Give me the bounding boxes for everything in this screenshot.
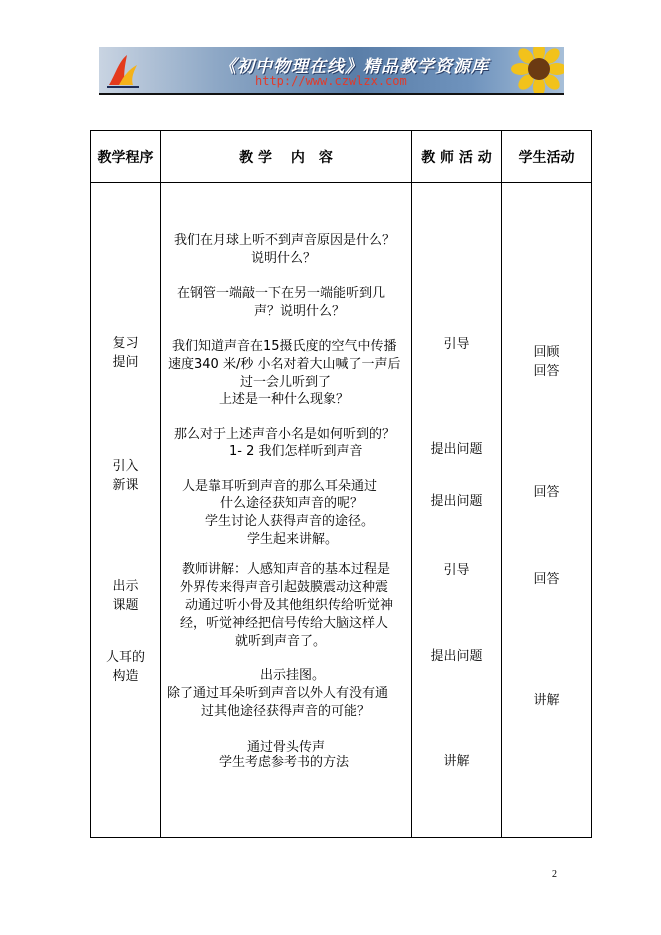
content-line: 上述是一种什么现象？ bbox=[219, 392, 350, 407]
content-line: 外界传来得声音引起鼓膜震动这种震 bbox=[180, 580, 389, 595]
header-teacher-activity: 教 师 活 动 bbox=[421, 149, 492, 166]
header-student-activity: 学生活动 bbox=[518, 149, 575, 166]
content-line: 经，听觉神经把信号传给大脑这样人 bbox=[180, 616, 389, 631]
procedure-review-questions: 复习 提问 bbox=[112, 336, 139, 370]
procedure-show-topic: 出示 课题 bbox=[112, 579, 139, 613]
content-line: 那么对于上述声音小名是如何听到的？ bbox=[174, 427, 396, 442]
content-line: 在钢管一端敲一下在另一端能听到几 bbox=[177, 286, 386, 301]
procedure-introduce-lesson: 引入 新课 bbox=[112, 459, 139, 493]
student-activity: 回顾 回答 bbox=[533, 345, 560, 379]
column-divider bbox=[411, 131, 412, 837]
sunflower-icon bbox=[509, 47, 564, 93]
content-line: 通过骨头传声 bbox=[247, 740, 326, 755]
page-number: 2 bbox=[552, 869, 557, 880]
site-logo-icon bbox=[105, 51, 141, 89]
content-line: 除了通过耳朵听到声音以外人有没有通 bbox=[167, 686, 389, 701]
teacher-activity: 讲解 bbox=[443, 754, 470, 769]
content-line: 1- 2 我们怎样听到声音 bbox=[229, 444, 363, 459]
content-line: 速度340 米/秒 小名对着大山喊了一声后 bbox=[168, 357, 401, 372]
teacher-activity: 引导 bbox=[443, 337, 470, 352]
student-activity: 回答 bbox=[533, 572, 560, 587]
teacher-activity: 引导 bbox=[443, 563, 470, 578]
content-line: 学生讨论人获得声音的途径。 bbox=[205, 514, 375, 529]
content-line: 出示挂图。 bbox=[260, 668, 326, 683]
content-line: 什么途径获知声音的呢？ bbox=[220, 496, 364, 511]
procedure-ear-structure: 人耳的 构造 bbox=[105, 650, 145, 684]
content-line: 学生起来讲解。 bbox=[247, 532, 339, 547]
teacher-activity: 提出问题 bbox=[430, 494, 483, 509]
student-activity: 回答 bbox=[533, 485, 560, 500]
lesson-plan-table bbox=[90, 130, 592, 838]
banner-divider bbox=[99, 93, 564, 95]
header-content: 教 学 内 容 bbox=[239, 149, 333, 166]
header-row-divider bbox=[91, 182, 591, 183]
content-line: 就听到声音了。 bbox=[235, 634, 327, 649]
content-line: 我们在月球上听不到声音原因是什么？ bbox=[174, 233, 396, 248]
content-line: 我们知道声音在15摄氏度的空气中传播 bbox=[172, 339, 397, 354]
content-line: 说明什么？ bbox=[251, 251, 317, 266]
content-line: 教师讲解：人感知声音的基本过程是 bbox=[182, 562, 391, 577]
student-activity: 讲解 bbox=[533, 693, 560, 708]
banner-url-link[interactable]: http://www.czwlzx.com bbox=[255, 74, 407, 88]
content-line: 声？说明什么？ bbox=[254, 304, 346, 319]
header-procedure: 教学程序 bbox=[97, 149, 154, 166]
teacher-activity: 提出问题 bbox=[430, 649, 483, 664]
content-line: 动通过听小骨及其他组织传给听觉神 bbox=[185, 598, 394, 613]
content-line: 人是靠耳听到声音的那么耳朵通过 bbox=[182, 479, 378, 494]
banner-title: 《初中物理在线》精品教学资源库 bbox=[219, 57, 489, 77]
teacher-activity: 提出问题 bbox=[430, 442, 483, 457]
content-line: 学生考虑参考书的方法 bbox=[219, 755, 350, 770]
content-line: 过一会儿听到了 bbox=[240, 375, 332, 390]
header-banner bbox=[99, 47, 564, 93]
column-divider bbox=[160, 131, 161, 837]
content-line: 过其他途径获得声音的可能？ bbox=[201, 704, 371, 719]
